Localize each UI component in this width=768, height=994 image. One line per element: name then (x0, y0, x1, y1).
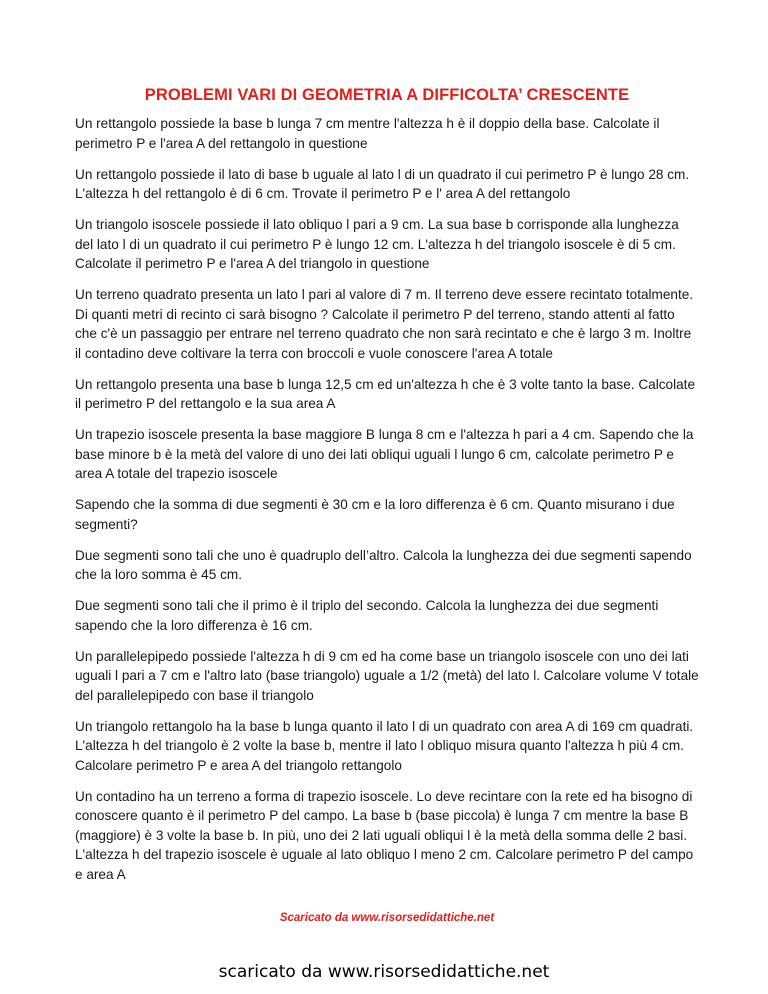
page-title: PROBLEMI VARI DI GEOMETRIA A DIFFICOLTA’ CRESCENTE (144, 86, 630, 104)
source-credit: Scaricato da www.risorsedidattiche.net (279, 912, 495, 924)
problem-11: Un triangolo rettangolo ha la base b lunga quanto il lato l di un quadrato con area A di 169 cm quadrati. L'altezza h del triangolo è 2 volte la base b, mentre il lato l obliquo misura quanto l'altezza h più 4 cm. Calcolare perimetro P e area A del triangolo rettangolo (75, 718, 694, 773)
problem-3: Un triangolo isoscele possiede il lato obliquo l pari a 9 cm. La sua base b corrisponde alla lunghezza del lato l di un quadrato il cui perimetro P è lungo 12 cm. L'altezza h del triangolo isoscele è di 5 cm. Calcolate il perimetro P e l'area A del triangolo in questione (75, 217, 679, 271)
problem-8: Due segmenti sono tali che uno è quadruplo dell’altro. Calcola la lunghezza dei due segmenti sapendo che la loro somma è 45 cm. (75, 547, 692, 582)
problem-9: Due segmenti sono tali che il primo è il triplo del secondo. Calcola la lunghezza dei due segmenti sapendo che la loro differenza è 16 cm. (75, 598, 659, 633)
problem-7: Sapendo che la somma di due segmenti è 30 cm e la loro differenza è 6 cm. Quanto misurano i due segmenti? (75, 497, 675, 532)
problem-10: Un parallelepipedo possiede l'altezza h di 9 cm ed ha come base un triangolo isoscele con uno dei lati uguali l pari a 7 cm e l'altro lato (base triangolo) uguale a 1/2 (metà) del lato l. Calcolare volume V totale del parallelepipedo con base il triangolo (75, 648, 699, 703)
footer-watermark: scaricato da www.risorsedidattiche.net (218, 962, 550, 982)
problem-1: Un rettangolo possiede la base b lunga 7 cm mentre l'altezza h è il doppio della base. Calcolate il perimetro P e l'area A del rettangolo in questione (75, 116, 660, 151)
document-page (75, 86, 699, 924)
problem-2: Un rettangolo possiede il lato di base b uguale al lato l di un quadrato il cui perimetro P è lungo 28 cm. L'altezza h del rettangolo è di 6 cm. Trovate il perimetro P e l' area A del rettangolo (75, 166, 690, 201)
problem-12: Un contadino ha un terreno a forma di trapezio isoscele. Lo deve recintare con la rete ed ha bisogno di conoscere quanto è il perimetro P del campo. La base b (base piccola) è lunga 7 cm mentre la base B (maggiore) è 3 volte la base b. In più, uno dei 2 lati uguali obliqui l è la metà della somma delle 2 basi. L'altezza h del trapezio isoscele è uguale al lato obliquo l meno 2 cm. Calcolare perimetro P del campo e area A (75, 788, 694, 882)
problem-6: Un trapezio isoscele presenta la base maggiore B lunga 8 cm e l'altezza h pari a 4 cm. Sapendo che la base minore b è la metà del valore di uno dei lati obliqui uguali l lungo 6 cm, calcolate perimetro P e area A totale del trapezio isoscele (75, 427, 694, 481)
problem-4: Un terreno quadrato presenta un lato l pari al valore di 7 m. Il terreno deve essere recintato totalmente. Di quanti metri di recinto ci sarà bisogno ? Calcolate il perimetro P del terreno, stando attenti al fatto che c'è un passaggio per entrare nel terreno quadrato che non sarà recintato e che è largo 3 m. Inoltre il contadino deve coltivare la terra con broccoli e vuole conoscere l'area A totale (75, 287, 694, 361)
problem-5: Un rettangolo presenta una base b lunga 12,5 cm ed un'altezza h che è 3 volte tanto la base. Calcolate il perimetro P del rettangolo e la sua area A (75, 376, 696, 411)
